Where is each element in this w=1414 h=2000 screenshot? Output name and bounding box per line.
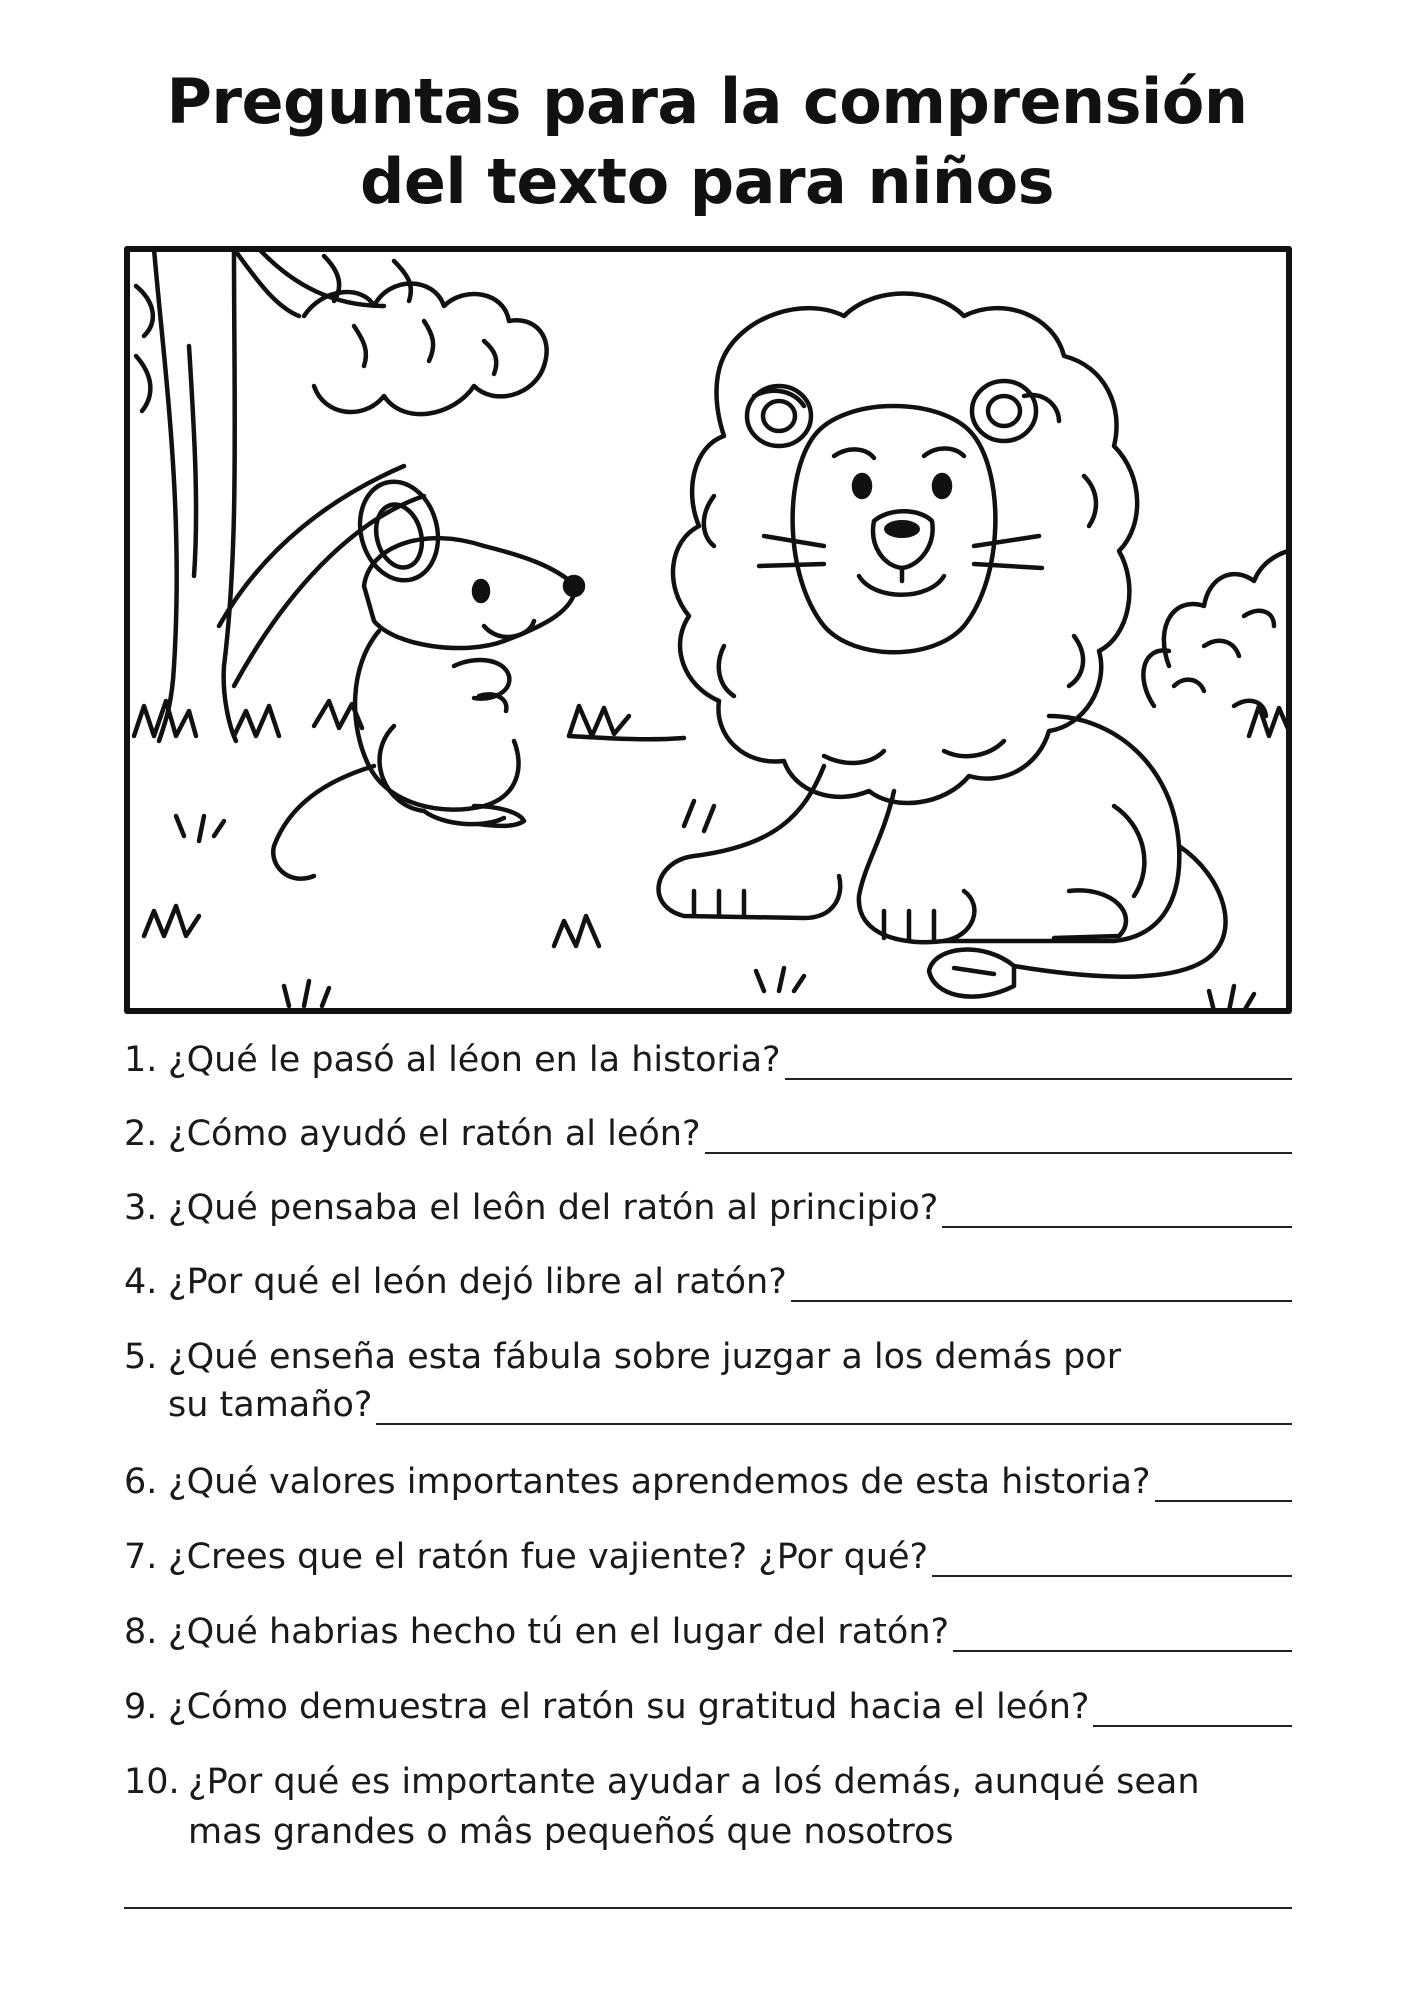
answer-line-10[interactable] [124,1907,1292,1909]
answer-line[interactable] [953,1614,1292,1652]
answer-line[interactable] [376,1387,1292,1425]
question-text: ¿Por qué es importante ayudar a loś demás, aunqué sean [188,1762,1200,1802]
question-number: 1. [124,1040,158,1080]
question-text: ¿Por qué el león dejó libre al ratón? [168,1262,787,1302]
question-text: ¿Qué le pasó al léon en la historia? [168,1040,781,1080]
grass [134,701,1289,1011]
tree [136,249,547,741]
lion [659,294,1226,997]
question-number: 2. [124,1114,158,1154]
question-number: 8. [124,1612,158,1652]
question-number: 7. [124,1537,158,1577]
question-number: 6. [124,1462,158,1502]
question-text: ¿Qué enseña esta fábula sobre juzgar a los demás por [168,1337,1122,1377]
question-number: 9. [124,1687,158,1727]
answer-line[interactable] [1155,1464,1292,1502]
question-text: ¿Cómo ayudó el ratón al león? [168,1114,701,1154]
title-line-2: del texto para niños [359,145,1054,218]
question-text-continued: mas grandes o mâs pequeñoś que nosotros [188,1812,954,1852]
question-text: ¿Qué pensaba el leôn del ratón al principio? [168,1188,939,1228]
question-number: 5. [124,1337,158,1377]
question-number: 4. [124,1262,158,1302]
question-10 [124,1762,1292,1862]
answer-line[interactable] [705,1116,1292,1154]
mouse [273,473,583,879]
answer-line[interactable] [932,1539,1292,1577]
answer-line[interactable] [785,1042,1292,1080]
answer-line[interactable] [791,1264,1292,1302]
question-text: ¿Qué valores importantes aprendemos de esta historia? [168,1462,1151,1502]
question-5 [124,1337,1292,1427]
question-text: ¿Crees que el ratón fue vajiente? ¿Por qué? [168,1537,929,1577]
question-text-continued: su tamaño? [168,1385,373,1425]
title-line-1: Preguntas para la comprensión [166,65,1248,138]
question-number: 10. [124,1762,180,1802]
answer-line[interactable] [1093,1689,1292,1727]
lion-mouse-illustration [124,246,1292,1014]
question-text: ¿Cómo demuestra el ratón su gratitud hacia el león? [168,1687,1090,1727]
bushes [1143,551,1289,716]
question-text: ¿Qué habrias hecho tú en el lugar del ratón? [168,1612,950,1652]
question-number: 3. [124,1188,158,1228]
answer-line[interactable] [942,1190,1292,1228]
page-title [0,62,1414,222]
